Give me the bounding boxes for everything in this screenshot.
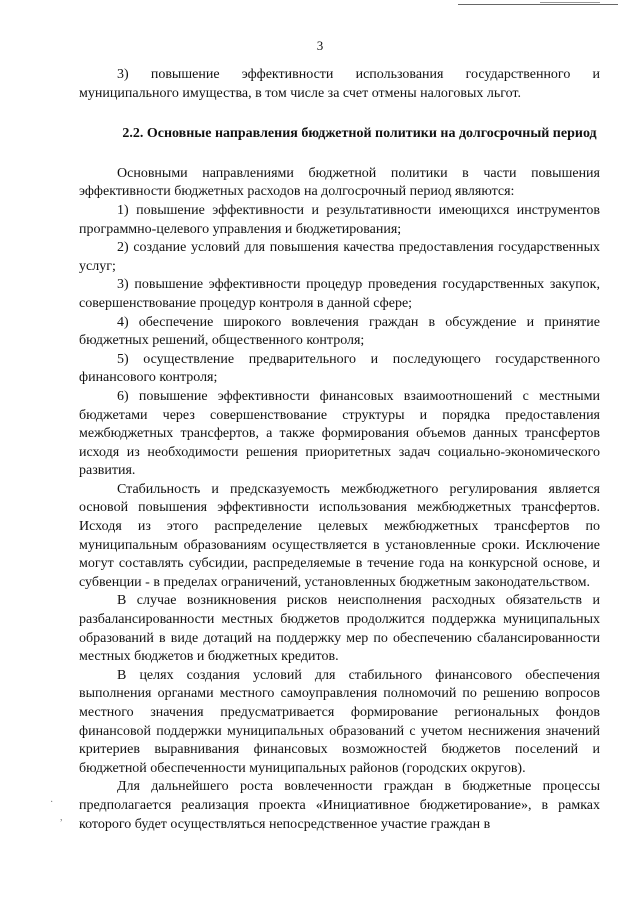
scan-edge-line-short bbox=[540, 2, 600, 3]
list-item: 2) создание условий для повышения качества предоставления государственных услуг; bbox=[79, 240, 600, 274]
scan-speck: , bbox=[60, 812, 63, 823]
scan-speck: · bbox=[50, 797, 54, 808]
list-item: 1) повышение эффективности и результативности имеющихся инструментов программно-целевого управления и бюджетирования; bbox=[79, 202, 600, 237]
list-item: 5) осуществление предварительного и последующего государственного финансового контроля; bbox=[79, 351, 600, 386]
section-heading: 2.2. Основные направления бюджетной политики на долгосрочный период bbox=[122, 126, 597, 142]
list-item: 4) обеспечение широкого вовлечения граждан в обсуждение и принятие бюджетных решений, общественного контроля; bbox=[79, 314, 600, 349]
paragraph: Стабильность и предсказуемость межбюджетного регулирования является основой повышения эффективности использования межбюджетных трансфертов. Исходя из этого распределение целевых межбюджетных трансфертов по муниципальным образованиям осуществляется в установленные сроки. Исключение могут составлять субсидии, распределяемые в течение года на конкурсной основе, и субвенции - в пределах ограничений, установленных бюджетным законодательством. bbox=[79, 481, 600, 590]
scan-edge-line bbox=[458, 4, 618, 5]
page-number: 3 bbox=[316, 38, 324, 53]
document-body bbox=[79, 66, 600, 834]
paragraph: Основными направлениями бюджетной политики в части повышения эффективности бюджетных расходов на долгосрочный период являются: bbox=[79, 165, 600, 200]
intro-paragraph: 3) повышение эффективности использования государственного и муниципального имущества, в том числе за счет отмены налоговых льгот. bbox=[79, 67, 600, 101]
paragraph: В целях создания условий для стабильного финансового обеспечения выполнения органами местного самоуправления полномочий по решению вопросов местного значения предусматривается формирование региональных фондов финансовой поддержки муниципальных образований с учетом неснижения значений критериев выравнивания финансовых возможностей бюджетов поселений и бюджетной обеспеченности муниципальных районов (городских округов). bbox=[79, 667, 600, 776]
paragraph: В случае возникновения рисков неисполнения расходных обязательств и разбалансированности местных бюджетов продолжится поддержка муниципальных образований в виде дотаций на поддержку мер по обеспечению сбалансированности местных бюджетов и бюджетных кредитов. bbox=[79, 593, 600, 665]
list-item: 3) повышение эффективности процедур проведения государственных закупок, совершенствование процедур контроля в данной сфере; bbox=[79, 277, 600, 311]
paragraph: Для дальнейшего роста вовлеченности граждан в бюджетные процессы предполагается реализация проекта «Инициативное бюджетирование», в рамках которого будет осуществляться непосредственное участие граждан в bbox=[79, 779, 600, 832]
list-item: 6) повышение эффективности финансовых взаимоотношений с местными бюджетами через совершенствование структуры и порядка предоставления межбюджетных трансфертов, а также формирования объемов данных трансфертов исходя из необходимости решения приоритетных задач социально-экономического развития. bbox=[79, 388, 600, 479]
